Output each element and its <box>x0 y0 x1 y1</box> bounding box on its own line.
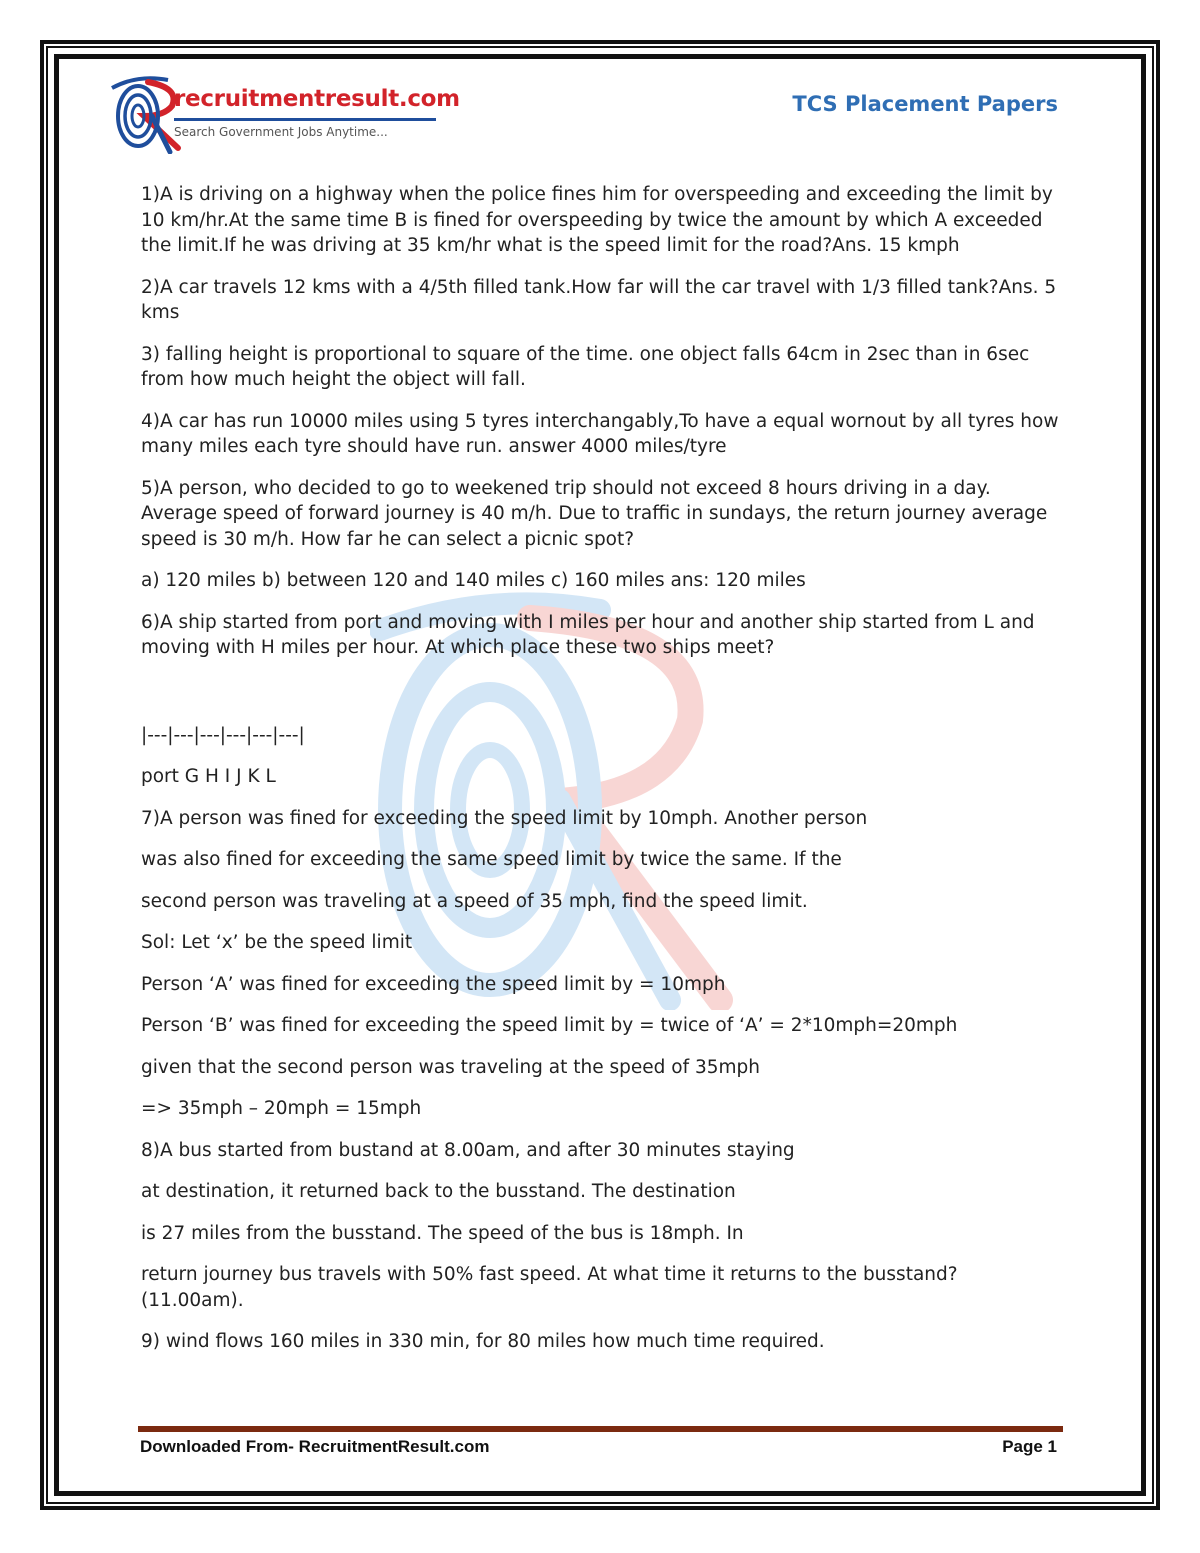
logo-name: recruitmentresult.com <box>174 86 460 112</box>
question-3: 3) falling height is proportional to square of the time. one object falls 64cm in 2sec than in 6sec from how much height the object will fall. <box>141 343 1030 390</box>
question-8-line-3: is 27 miles from the busstand. The speed of the bus is 18mph. In <box>141 1222 744 1244</box>
question-6: 6)A ship started from port and moving with I miles per hour and another ship started from L and moving with H miles per hour. At which place these two ships meet? <box>141 611 1035 658</box>
solution-line-4: given that the second person was traveling at the speed of 35mph <box>141 1056 761 1078</box>
site-logo[interactable] <box>108 72 460 154</box>
footer-page-number: Page 1 <box>1002 1437 1057 1456</box>
question-4: 4)A car has run 10000 miles using 5 tyres interchangably,To have a equal wornout by all tyres how many miles each tyre should have run. answer 4000 miles/tyre <box>141 410 1059 457</box>
question-8-line-2: at destination, it returned back to the busstand. The destination <box>141 1181 736 1202</box>
question-5: 5)A person, who decided to go to weekened trip should not exceed 8 hours driving in a day. Average speed of forward journey is 40 m/h. Due to traffic in sundays, the return journey average speed is 30 m/h. How far he can select a picnic spot? <box>141 477 1048 550</box>
page-title: TCS Placement Papers <box>792 92 1058 116</box>
question-1: 1)A is driving on a highway when the police fines him for overspeeding and exceeding the limit by 10 km/hr.At the same time B is fined for overspeeding by twice the amount by which A exceeded the limit.If he was driving at 35 km/hr what is the speed limit for the road?Ans. 15 kmph <box>141 184 1053 256</box>
question-7-line-1: 7)A person was fined for exceeding the speed limit by 10mph. Another person <box>141 807 868 829</box>
logo-underline <box>174 118 436 121</box>
solution-line-3: Person ‘B’ was fined for exceeding the speed limit by = twice of ‘A’ = 2*10mph=20mph <box>141 1015 958 1036</box>
question-9: 9) wind flows 160 miles in 330 min, for 80 miles how much time required. <box>141 1331 825 1352</box>
question-6-diagram-line: |---|---|---|---|---|---| <box>141 724 305 746</box>
question-8-line-4: return journey bus travels with 50% fast speed. At what time it returns to the busstand? (11.00am). <box>141 1264 958 1311</box>
logo-tagline: Search Government Jobs Anytime... <box>174 125 388 139</box>
question-8-line-1: 8)A bus started from bustand at 8.00am, and after 30 minutes staying <box>141 1139 795 1161</box>
question-6-diagram-labels: port G H I J K L <box>141 766 276 787</box>
solution-line-1: Sol: Let ‘x’ be the speed limit <box>141 932 413 953</box>
document-body <box>141 182 1066 1371</box>
question-7-line-2: was also fined for exceeding the same speed limit by twice the same. If the <box>141 849 842 870</box>
question-2: 2)A car travels 12 kms with a 4/5th filled tank.How far will the car travel with 1/3 filled tank?Ans. 5 kms <box>141 276 1057 323</box>
recruitmentresult-logo-icon <box>108 72 188 154</box>
question-5-options: a) 120 miles b) between 120 and 140 miles c) 160 miles ans: 120 miles <box>141 570 806 591</box>
question-7-line-3: second person was traveling at a speed of 35 mph, find the speed limit. <box>141 890 808 912</box>
solution-line-5: => 35mph – 20mph = 15mph <box>141 1098 422 1119</box>
footer-rule <box>138 1426 1063 1432</box>
solution-line-2: Person ‘A’ was fined for exceeding the speed limit by = 10mph <box>141 973 726 995</box>
footer-source: Downloaded From- RecruitmentResult.com <box>140 1437 490 1456</box>
